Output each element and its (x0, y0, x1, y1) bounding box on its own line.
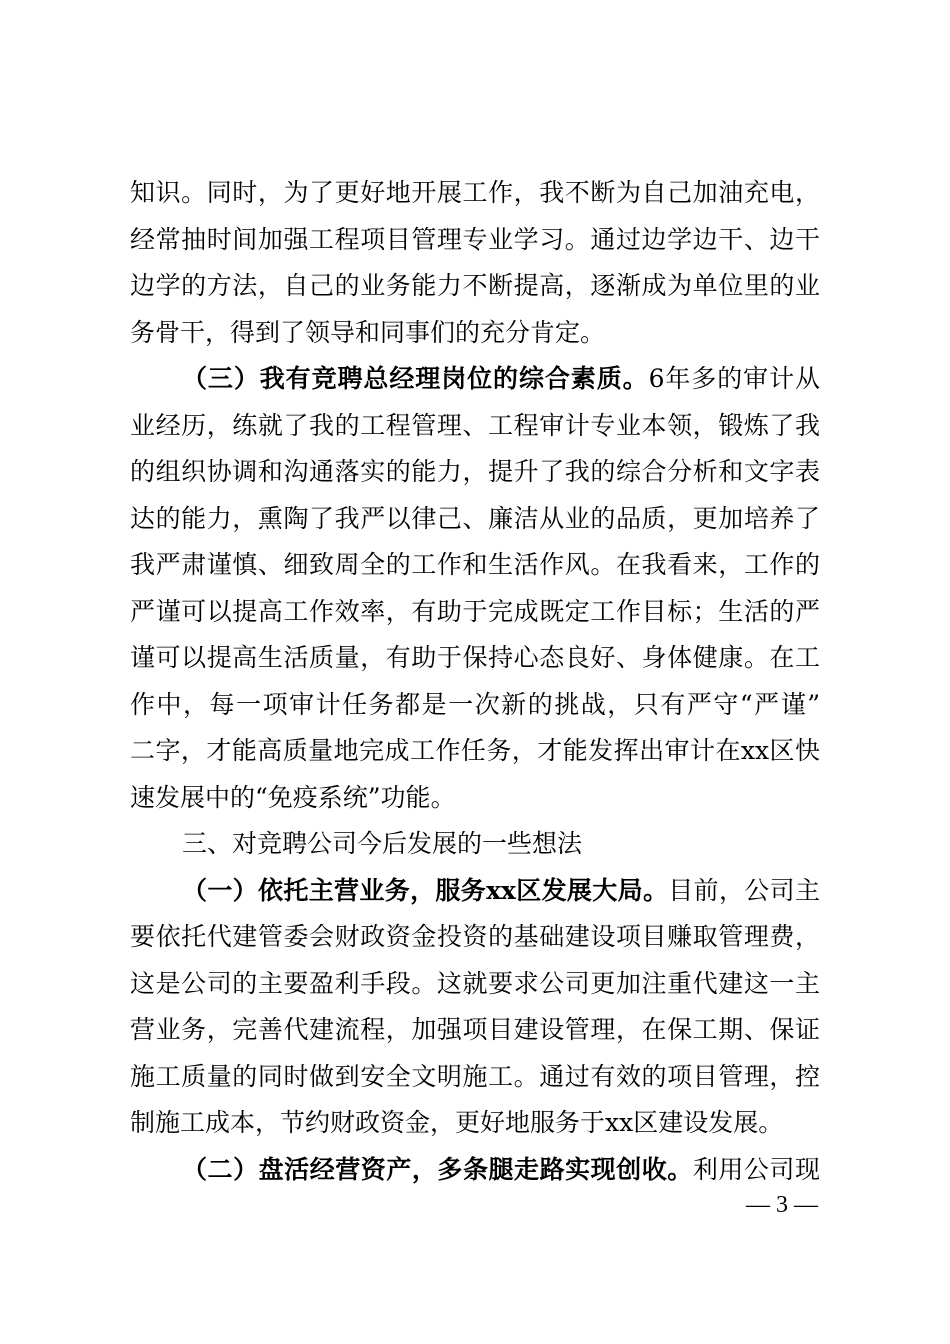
section-heading: 三、对竞聘公司今后发展的一些想法 (182, 829, 583, 858)
document-body (130, 170, 820, 1193)
paragraph-subheading: （三）我有竞聘总经理岗位的综合素质。 (182, 364, 649, 393)
paragraph-line: 制施工成本，节约财政资金，更好地服务于xx区建设发展。 (130, 1108, 784, 1137)
paragraph-line: 达的能力，熏陶了我严以律己、廉洁从业的品质，更加培养了 (130, 503, 820, 533)
paragraph-line: 这是公司的主要盈利手段。这就要求公司更加注重代建这一主 (130, 968, 820, 998)
paragraph-line: 二字，才能高质量地完成工作任务，才能发挥出审计在xx区快 (130, 736, 820, 765)
paragraph-line: 速发展中的“免疫系统”功能。 (130, 782, 456, 812)
paragraph-lead-text: 目前，公司主 (668, 875, 820, 905)
paragraph-line: 谨可以提高生活质量，有助于保持心态良好、身体健康。在工 (130, 643, 820, 672)
paragraph-line: 知识。同时，为了更好地开展工作，我不断为自己加油充电， (130, 178, 820, 207)
paragraph-lead-text: 6年多的审计从 (648, 364, 820, 393)
page-number: — 3 — (746, 1192, 818, 1218)
paragraph-line: 我严肃谨慎、细致周全的工作和生活作风。在我看来，工作的 (130, 550, 820, 579)
paragraph-line: 作中，每一项审计任务都是一次新的挑战，只有严守“严谨” (130, 689, 820, 719)
paragraph-lead-line (130, 1147, 820, 1194)
paragraph-line: 边学的方法，自己的业务能力不断提高，逐渐成为单位里的业 (130, 271, 820, 300)
paragraph-lead-line (130, 356, 820, 403)
paragraph-line: 施工质量的同时做到安全文明施工。通过有效的项目管理，控 (130, 1061, 820, 1091)
paragraph-line: 营业务，完善代建流程，加强项目建设管理，在保工期、保证 (130, 1015, 820, 1044)
paragraph-line: 务骨干，得到了领导和同事们的充分肯定。 (130, 317, 606, 347)
paragraph-subheading: （二）盘活经营资产，多条腿走路实现创收。 (182, 1154, 693, 1184)
paragraph-lead-text: 利用公司现 (692, 1154, 820, 1184)
paragraph-line: 的组织协调和沟通落实的能力，提升了我的综合分析和文字表 (130, 457, 820, 486)
paragraph-line: 经常抽时间加强工程项目管理专业学习。通过边学边干、边干 (130, 224, 820, 254)
paragraph-line: 业经历，练就了我的工程管理、工程审计专业本领，锻炼了我 (130, 410, 820, 440)
paragraph-lead-line (130, 868, 820, 915)
paragraph-subheading: （一）依托主营业务，服务xx区发展大局。 (182, 875, 669, 905)
paragraph-line: 要依托代建管委会财政资金投资的基础建设项目赚取管理费， (130, 922, 820, 951)
paragraph-line: 严谨可以提高工作效率，有助于完成既定工作目标；生活的严 (130, 596, 820, 626)
